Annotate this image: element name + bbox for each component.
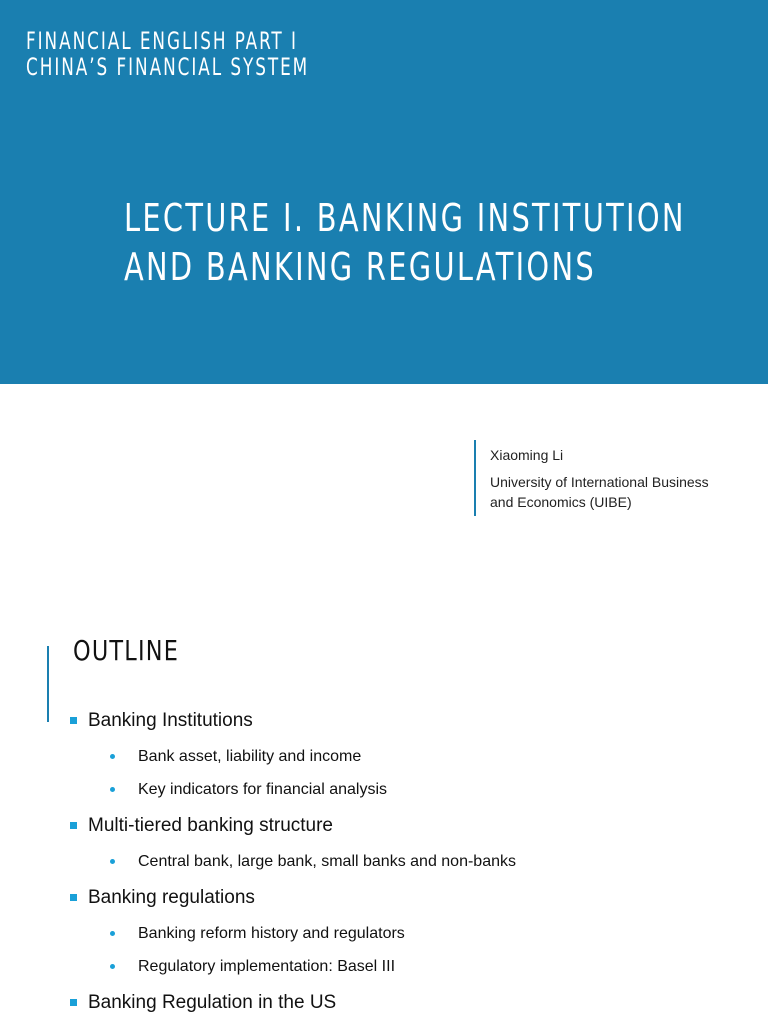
author-name: Xiaoming Li [490, 447, 564, 463]
outline-item-us-regulation: Banking Regulation in the US [88, 992, 337, 1013]
course-title-line-1: FINANCIAL ENGLISH PART I [26, 27, 298, 55]
lecture-title-line-2: AND BANKING REGULATIONS [124, 245, 596, 289]
course-title-line-2: CHINA’S FINANCIAL SYSTEM [26, 53, 310, 81]
author-affiliation-line-2: and Economics (UIBE) [490, 494, 632, 510]
author-accent-bar [474, 440, 476, 516]
outline-subitem-reform-history: Banking reform history and regulators [138, 923, 405, 945]
outline-subitem-central-bank: Central bank, large bank, small banks and non-banks [138, 851, 516, 873]
outline-item-banking-regulations: Banking regulations [88, 887, 255, 908]
lecture-title-line-1: LECTURE I. BANKING INSTITUTION [124, 196, 686, 240]
outline-item-multi-tiered: Multi-tiered banking structure [88, 815, 333, 836]
outline-subitem-basel-iii: Regulatory implementation: Basel III [138, 956, 395, 978]
author-affiliation-line-1: University of International Business [490, 474, 709, 490]
outline-subitem-bank-asset: Bank asset, liability and income [138, 746, 361, 768]
title-banner [0, 0, 768, 384]
outline-accent-bar [47, 646, 49, 722]
course-title [26, 28, 309, 80]
lecture-title [124, 194, 686, 292]
outline-subitem-key-indicators: Key indicators for financial analysis [138, 779, 387, 801]
outline-heading: OUTLINE [73, 634, 180, 667]
author-block [490, 445, 709, 512]
outline-item-banking-institutions: Banking Institutions [88, 710, 253, 731]
